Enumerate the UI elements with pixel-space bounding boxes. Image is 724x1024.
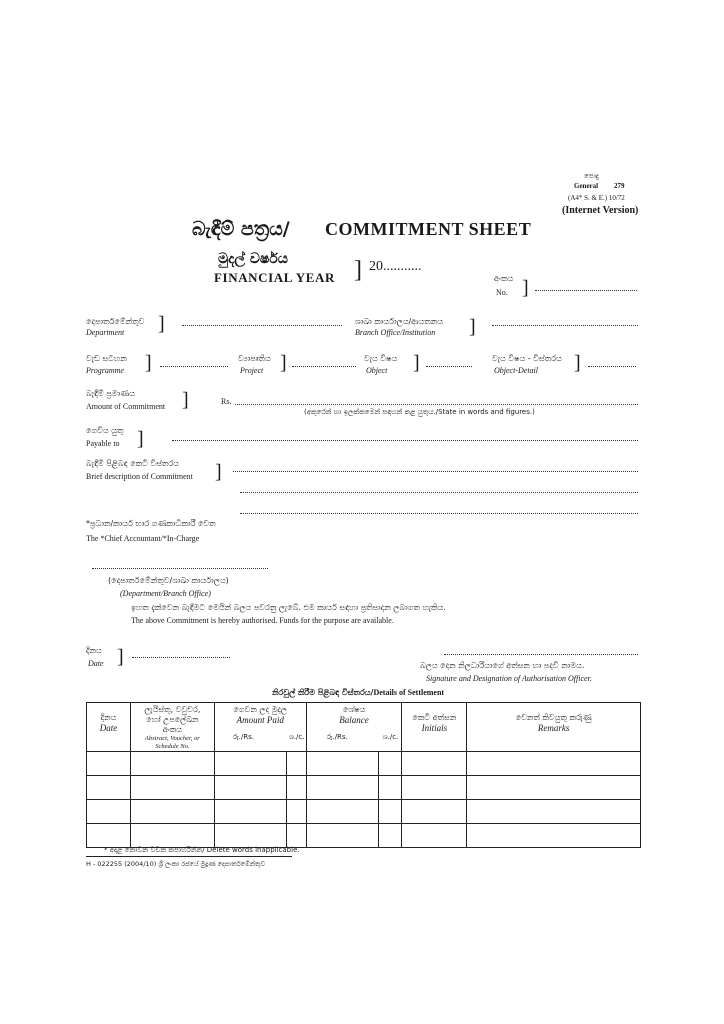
signature-en: Signature and Designation of Authorisation Officer.: [426, 674, 592, 683]
department-label-en: Department: [86, 328, 125, 337]
number-label-en: No.: [496, 288, 508, 297]
project-field[interactable]: [292, 366, 356, 367]
signature-field[interactable]: [444, 654, 638, 655]
addressee-en: The *Chief Accountant/*In-Charge: [86, 534, 200, 543]
table-row: [87, 776, 641, 800]
date-bracket: ]: [117, 646, 124, 668]
cell-remarks[interactable]: [467, 776, 641, 800]
settlement-title-si: නිරවුල් කිරීම පිළිබඳ විස්තරය/: [272, 688, 374, 697]
department-label-si: දෙපාර්තමේන්තුව: [86, 317, 145, 326]
cell-abstract[interactable]: [130, 776, 214, 800]
top-code-si: පොදු: [584, 172, 599, 180]
dept-branch-si: (දෙපාර්තමේන්තුව/ශාඛා කාර්යාලය): [108, 576, 229, 585]
col-amount-en: Amount Paid: [236, 715, 284, 725]
programme-label-si: වැඩ සටහන: [86, 354, 127, 363]
payable-field[interactable]: [172, 440, 638, 441]
print-code: H - 022255 (2004/10) ශ්‍රී ලංකා රජයේ මුද්‍රණ දෙපාර්තමේන්තුව: [86, 860, 265, 868]
col-date-en: Date: [99, 723, 118, 733]
col-balance: [306, 703, 402, 752]
financial-year-value[interactable]: 20...........: [369, 259, 422, 274]
description-field-line2[interactable]: [240, 492, 638, 493]
cell-balance-rs[interactable]: [306, 824, 379, 848]
project-bracket: ]: [280, 352, 287, 374]
title-si: බැඳීම් පත්‍රය/: [192, 218, 290, 240]
col-balance-cts: ශ./c.: [382, 733, 399, 741]
programme-label-en: Programme: [86, 366, 124, 375]
department-field[interactable]: [182, 325, 342, 326]
footnote: * අදාළ නොවන වචන කපාහරින්න/ Delete words inapplicable.: [104, 846, 300, 854]
branch-bracket: ]: [469, 316, 476, 338]
object-field[interactable]: [426, 366, 472, 367]
col-remarks-en: Remarks: [537, 723, 570, 733]
cell-initials[interactable]: [402, 776, 467, 800]
object-detail-label-en: Object-Detail: [494, 366, 538, 375]
cell-amount-cts[interactable]: [286, 824, 306, 848]
programme-bracket: ]: [145, 352, 152, 374]
col-remarks: [467, 703, 641, 752]
amount-field[interactable]: [235, 404, 638, 405]
amount-label-en: Amount of Commitment: [86, 402, 166, 411]
object-detail-bracket: ]: [574, 352, 581, 374]
cell-amount-rs[interactable]: [214, 824, 286, 848]
title-en: COMMITMENT SHEET: [325, 219, 532, 239]
authorisation-si: ඉහත දැක්වෙන බැඳීමට මෙයින් බලය පවරනු ලැබේ. එම කාර්ය සඳහා ප්‍රතිපාදන ලබාගත හැකිය.: [131, 603, 446, 612]
cell-abstract[interactable]: [130, 800, 214, 824]
cell-remarks[interactable]: [467, 824, 641, 848]
col-remarks-si: වෙනත් කිවයුතු කරුණු: [515, 713, 592, 722]
col-balance-si: ශේෂය: [342, 705, 366, 714]
cell-remarks[interactable]: [467, 752, 641, 776]
footer-divider: [86, 856, 292, 857]
date-field[interactable]: [132, 657, 230, 658]
cell-balance-rs[interactable]: [306, 752, 379, 776]
col-date-si: දිනය: [100, 713, 117, 722]
addressee-si: *ප්‍රධාන/කාර්ය භාර ගණකාධිකාරී වෙත: [86, 519, 216, 528]
cell-balance-rs[interactable]: [306, 776, 379, 800]
cell-balance-cts[interactable]: [379, 800, 402, 824]
description-bracket: ]: [215, 461, 222, 483]
description-label-en: Brief description of Commitment: [86, 472, 193, 481]
col-abstract-en: Abstract, Voucher, or Schedule No.: [144, 735, 200, 750]
table-row: [87, 824, 641, 848]
cell-amount-cts[interactable]: [286, 800, 306, 824]
table-row: [87, 800, 641, 824]
cell-amount-rs[interactable]: [214, 776, 286, 800]
project-label-en: Project: [240, 366, 264, 375]
number-field[interactable]: [535, 290, 637, 291]
cell-amount-rs[interactable]: [214, 752, 286, 776]
cell-date[interactable]: [87, 752, 131, 776]
object-label-si: වැය විෂය: [364, 354, 398, 363]
cell-initials[interactable]: [402, 800, 467, 824]
cell-date[interactable]: [87, 776, 131, 800]
object-label-en: Object: [366, 366, 388, 375]
number-label-si: අංකය: [494, 274, 514, 283]
number-bracket: ]: [522, 277, 529, 299]
branch-field[interactable]: [492, 325, 638, 326]
settlement-table: [86, 702, 641, 848]
col-initials-en: Initials: [421, 723, 448, 733]
col-balance-en: Balance: [339, 715, 369, 725]
payable-label-en: Payable to: [86, 439, 120, 448]
table-row: [87, 752, 641, 776]
dept-branch-en: (Department/Branch Office): [120, 589, 211, 598]
cell-amount-cts[interactable]: [286, 752, 306, 776]
cell-balance-cts[interactable]: [379, 824, 402, 848]
settlement-title-en: Details of Settlement: [373, 688, 445, 697]
cell-date[interactable]: [87, 824, 131, 848]
cell-initials[interactable]: [402, 824, 467, 848]
col-date: [87, 703, 131, 752]
col-amount-cts: ශ./c.: [288, 733, 305, 741]
signature-si: බලය දෙන නිලධාරියාගේ අත්සන හා පදවි නාමය.: [420, 661, 585, 670]
a4-code: (A4* S. & E.) 10/72: [568, 194, 625, 202]
branch-label-en: Branch Office/Institution: [355, 328, 436, 337]
project-label-si: ව්‍යාපෘතිය: [238, 354, 271, 363]
col-amount-rs: රු./Rs.: [232, 733, 254, 741]
amount-note: (අකුරෙන් හා ඉලක්කමෙන් සඳහන් කළ යුතුය./State in words and figures.): [304, 408, 535, 416]
date-label-en: Date: [88, 659, 104, 668]
description-field-line1[interactable]: [233, 471, 638, 472]
col-amount-si: ගෙවන ලද මුදල: [233, 705, 287, 714]
cell-remarks[interactable]: [467, 800, 641, 824]
authorisation-en: The above Commitment is hereby authorised. Funds for the purpose are available.: [131, 616, 394, 625]
internet-version: (Internet Version): [562, 205, 639, 216]
payable-label-si: ගෙවිය යුතු: [86, 426, 124, 435]
cell-initials[interactable]: [402, 752, 467, 776]
col-abstract-si: ලැයිස්තු, වවුචර, හෝ උපලේඛන අංකය: [144, 705, 201, 734]
form-number: 279: [614, 182, 625, 190]
cell-balance-rs[interactable]: [306, 800, 379, 824]
cell-abstract[interactable]: [130, 752, 214, 776]
department-bracket: ]: [158, 313, 165, 335]
top-code-general: General: [574, 182, 599, 190]
cell-abstract[interactable]: [130, 824, 214, 848]
financial-year-en: FINANCIAL YEAR: [214, 270, 335, 285]
cell-date[interactable]: [87, 800, 131, 824]
payable-bracket: ]: [137, 428, 144, 450]
object-bracket: ]: [413, 352, 420, 374]
amount-rs-label: Rs.: [221, 397, 232, 406]
col-balance-rs: රු./Rs.: [326, 733, 348, 741]
financial-year-bracket: ]: [354, 257, 362, 283]
amount-label-si: බැඳීම් ප්‍රමාණය: [86, 389, 135, 398]
cell-balance-cts[interactable]: [379, 752, 402, 776]
cell-balance-cts[interactable]: [379, 776, 402, 800]
object-detail-field[interactable]: [588, 366, 636, 367]
col-initials-si: කෙටි අත්සන: [412, 713, 457, 722]
col-initials: [402, 703, 467, 752]
branch-label-si: ශාඛා කාර්යාලය/ආයතනය: [355, 317, 444, 326]
cell-amount-cts[interactable]: [286, 776, 306, 800]
object-detail-label-si: වැය විෂය - විස්තරය: [492, 354, 562, 363]
description-field-line3[interactable]: [240, 513, 638, 514]
programme-field[interactable]: [160, 366, 228, 367]
description-label-si: බැඳීම් පිළිබඳ කෙටි විස්තරය: [86, 459, 180, 468]
settlement-title: [272, 688, 444, 698]
col-abstract: [130, 703, 214, 752]
date-label-si: දිනය: [86, 646, 102, 655]
dept-branch-field[interactable]: [92, 568, 268, 569]
cell-amount-rs[interactable]: [214, 800, 286, 824]
col-amount-paid: [214, 703, 306, 752]
financial-year-si: මුදල් වර්ෂය: [218, 251, 288, 267]
amount-bracket: ]: [182, 389, 189, 411]
